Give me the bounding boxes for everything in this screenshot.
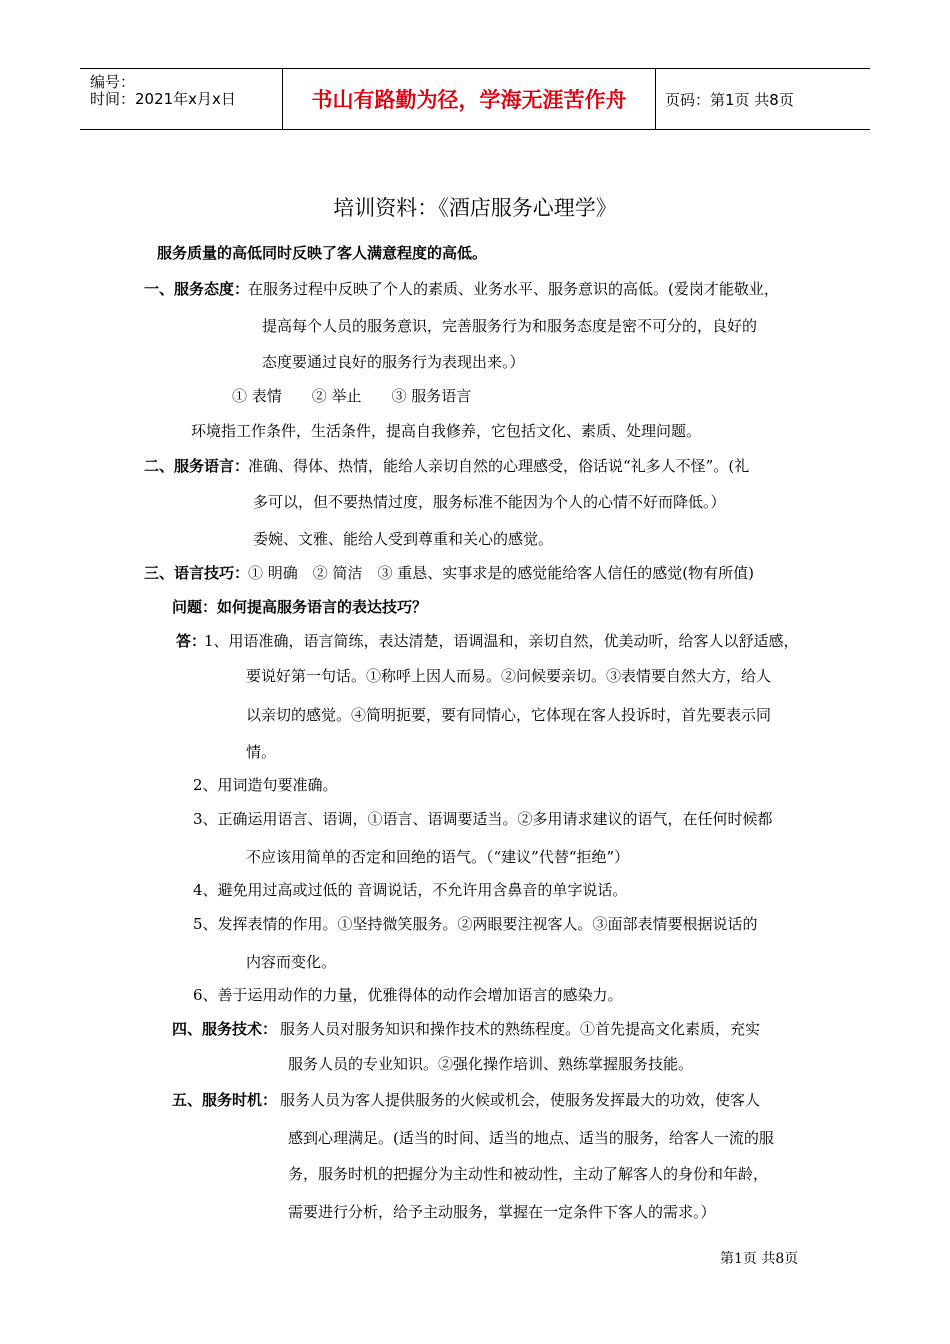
section-3-line-1: ① 明确 ② 简洁 ③ 重恳、实事求是的感觉能给客人信任的感觉(物有所值) xyxy=(248,564,755,582)
question-line: 问题：如何提高服务语言的表达技巧？ xyxy=(172,598,428,616)
answer-3-line-1: 3、正确运用语言、语调，①语言、语调要适当。②多用请求建议的语气，在任何时候都 xyxy=(193,810,773,828)
answer-4: 4、避免用过高或过低的 音调说话，不允许用含鼻音的单字说话。 xyxy=(193,881,628,899)
section-2-label: 二、服务语言： xyxy=(144,457,250,475)
section-1-label: 一、服务态度： xyxy=(144,280,250,298)
answer-1-line-1: 1、用语准确，语言简练，表达清楚，语调温和，亲切自然，优美动听，给客人以舒适感， xyxy=(204,632,799,650)
section-5-line-3: 务，服务时机的把握分为主动性和被动性，主动了解客人的身份和年龄， xyxy=(288,1165,769,1183)
page-footer: 第1页 共8页 xyxy=(720,1251,799,1267)
document-date: 时间：2021年x月x日 xyxy=(90,90,236,108)
section-4-line-1: 服务人员对服务知识和操作技术的熟练程度。①首先提高文化素质，充实 xyxy=(280,1020,761,1038)
answer-1-line-4: 情。 xyxy=(246,743,277,761)
header-meta-cell xyxy=(80,69,282,129)
section-5-line-4: 需要进行分析，给予主动服务，掌握在一定条件下客人的需求。） xyxy=(288,1203,716,1221)
section-1-environment: 环境指工作条件，生活条件，提高自我修养，它包括文化、素质、处理问题。 xyxy=(191,422,702,440)
section-1-line-2: 提高每个人员的服务意识，完善服务行为和服务态度是密不可分的，良好的 xyxy=(262,317,758,335)
answer-5-line-2: 内容而变化。 xyxy=(246,953,337,971)
answer-1-line-2: 要说好第一句话。①称呼上因人而易。②问候要亲切。③表情要自然大方，给人 xyxy=(246,667,772,685)
section-5-line-2: 感到心理满足。(适当的时间、适当的地点、适当的服务，给客人一流的服 xyxy=(288,1129,774,1147)
section-1-line-1: 在服务过程中反映了个人的素质、业务水平、服务意识的高低。(爱岗才能敬业， xyxy=(248,280,779,298)
answer-3-line-2: 不应该用简单的否定和回绝的语气。（“建议”代替“拒绝”） xyxy=(246,848,630,866)
document-header xyxy=(80,68,870,130)
document-number-label: 编号： xyxy=(90,73,136,91)
section-3-label: 三、语言技巧： xyxy=(144,564,250,582)
section-2-line-2: 多可以，但不要热情过度，服务标准不能因为个人的心情不好而降低。） xyxy=(253,493,726,511)
answer-1-line-3: 以亲切的感觉。④简明扼要，要有同情心，它体现在客人投诉时，首先要表示同 xyxy=(246,706,772,724)
section-4-line-2: 服务人员的专业知识。②强化操作培训、熟练掌握服务技能。 xyxy=(288,1055,694,1073)
intro-line: 服务质量的高低同时反映了客人满意程度的高低。 xyxy=(157,244,488,262)
header-page-info: 页码：第1页 共8页 xyxy=(665,90,794,109)
section-1-line-3: 态度要通过良好的服务行为表现出来。） xyxy=(262,353,525,371)
answer-2: 2、用词造句要准确。 xyxy=(193,776,338,794)
answer-6: 6、善于运用动作的力量，优雅得体的动作会增加语言的感染力。 xyxy=(193,986,623,1004)
answer-label: 答： xyxy=(176,632,207,650)
section-5-label: 五、服务时机： xyxy=(172,1091,278,1109)
answer-5-line-1: 5、发挥表情的作用。①坚持微笑服务。②两眼要注视客人。③面部表情要根据说话的 xyxy=(193,915,758,933)
section-2-line-3: 委婉、文雅、能给人受到尊重和关心的感觉。 xyxy=(253,530,554,548)
header-motto: 书山有路勤为径，学海无涯苦作舟 xyxy=(282,69,656,129)
section-5-line-1: 服务人员为客人提供服务的火候或机会，使服务发挥最大的功效，使客人 xyxy=(280,1091,761,1109)
page-title: 培训资料：《酒店服务心理学》 xyxy=(333,196,617,220)
section-2-line-1: 准确、得体、热情，能给人亲切自然的心理感受，俗话说“礼多人不怪”。(礼 xyxy=(248,457,750,475)
section-1-items: ① 表情 ② 举止 ③ 服务语言 xyxy=(232,387,472,405)
section-4-label: 四、服务技术： xyxy=(172,1020,278,1038)
